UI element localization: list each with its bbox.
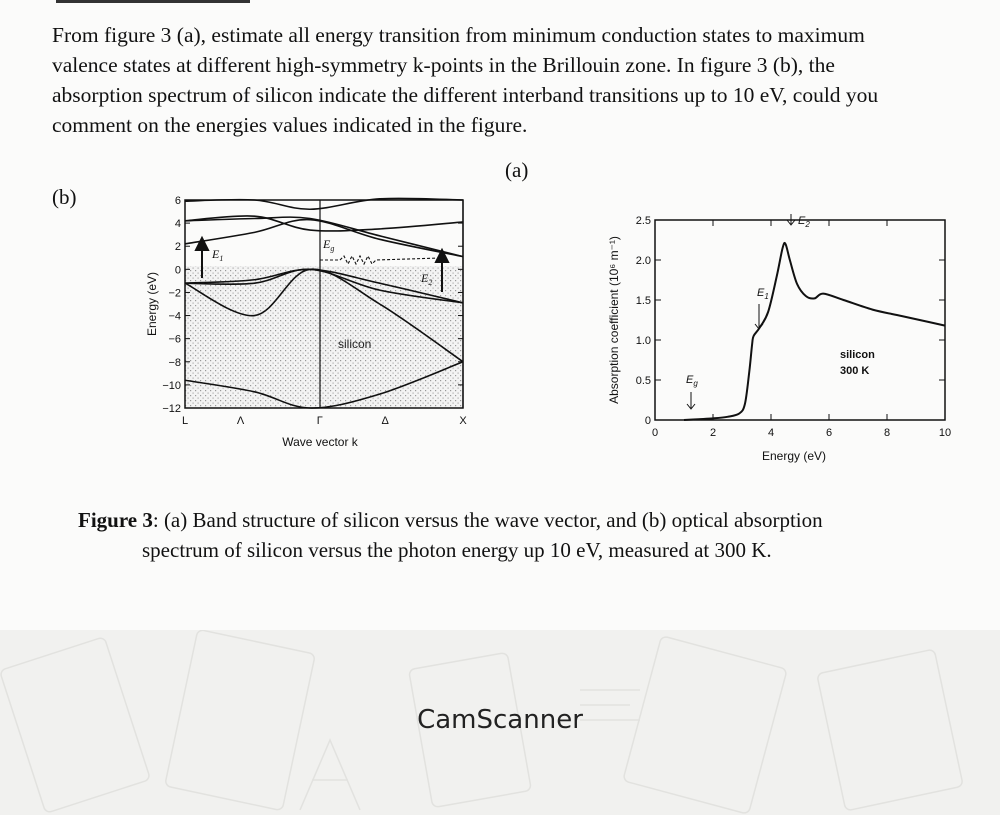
abs-eg-label: $E_g$ [686,374,698,388]
abs-e2-label: $E_2$ [798,215,810,229]
abs-x-tick-label: 6 [825,427,833,439]
band-material-label: silicon [338,337,372,351]
band-k-point-label: Λ [236,415,245,427]
panel-label-a: (a) [505,158,529,182]
top-rule [56,0,250,3]
abs-y-tick-label: 2.5 [635,215,651,227]
abs-plot-frame [655,220,945,420]
band-y-tick-label: −8 [168,356,181,369]
band-k-point-label: Δ [381,415,389,427]
abs-e1-arrow [755,304,763,329]
band-y-tick-label: 4 [174,218,181,231]
figure-caption [78,505,948,565]
abs-x-tick-label: 4 [767,427,775,439]
abs-temperature-label: 300 K [840,365,870,377]
band-y-tick-label: −10 [162,379,181,392]
band-y-tick-label: −2 [168,287,181,300]
abs-y-tick-label: 1.5 [635,295,651,307]
band-y-tick-label: −4 [168,310,181,323]
abs-y-tick-label: 0.5 [635,375,651,387]
absorption-spectrum-chart [600,200,970,470]
band-y-tick-label: 0 [174,264,181,277]
question-line: comment on the energies values indicated in the figure. [52,113,528,137]
abs-eg-arrow [687,392,695,409]
question-line: From figure 3 (a), estimate all energy transition from minimum conduction states to maximum [52,23,865,47]
abs-x-tick-label: 0 [651,427,659,439]
band-y-tick-label: −12 [162,403,181,415]
caption-line-2: spectrum of silicon versus the photon energy up 10 eV, measured at 300 K. [142,538,772,562]
question-text [52,20,982,140]
caption-line-1: : (a) Band structure of silicon versus the wave vector, and (b) optical absorption [152,508,823,532]
band-e1-label: $E_1$ [212,247,224,263]
band-k-point-label: Γ [316,415,323,427]
caption-figure-number: Figure 3 [78,508,153,532]
abs-x-tick-label: 10 [938,427,952,439]
band-y-tick-label: −6 [168,333,181,346]
abs-material-label: silicon [840,349,875,361]
band-y-tick-label: 2 [174,241,181,254]
absorption-curve [684,243,945,420]
question-line: absorption spectrum of silicon indicate the different interband transitions up to 10 eV, could you [52,83,879,107]
camscanner-brand: CamScanner [417,705,583,735]
band-k-point-label: X [459,415,467,427]
band-y-axis-label: Energy (eV) [145,271,159,337]
question-line: valence states at different high-symmetry k-points in the Brillouin zone. In figure 3 (b), the [52,53,835,77]
abs-x-axis-label: Energy (eV) [761,449,827,463]
band-e2-label: $E_2$ [421,271,433,287]
band-eg-label: $E_g$ [323,237,335,253]
abs-x-tick-label: 2 [709,427,717,439]
abs-y-axis-label: Absorption coefficient (10⁶ m⁻¹) [607,236,621,404]
abs-y-tick-label: 2.0 [635,255,651,267]
band-y-tick-label: 6 [174,195,181,207]
band-curve [185,216,463,231]
band-x-axis-label: Wave vector k [282,435,358,449]
abs-x-tick-label: 8 [883,427,891,439]
abs-y-tick-label: 0 [644,415,651,427]
panel-label-b: (b) [52,185,77,209]
abs-e1-label: $E_1$ [757,287,769,301]
band-structure-chart [140,190,480,450]
eg-transition [320,256,440,264]
band-k-point-label: L [181,415,189,427]
scanner-footer [0,630,1000,815]
abs-y-tick-label: 1.0 [635,335,651,347]
